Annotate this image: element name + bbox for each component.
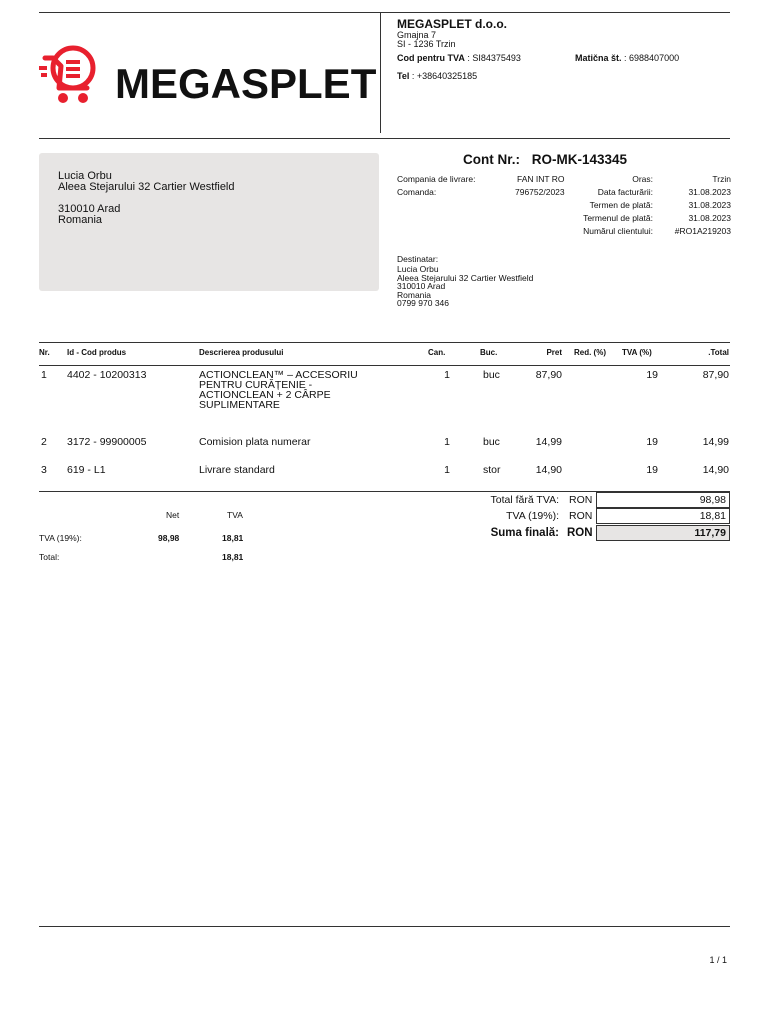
vat-summary-row-label: TVA (19%): bbox=[39, 533, 82, 543]
vat-summary-vat-header: TVA bbox=[227, 510, 243, 520]
col-qty-header: Can. bbox=[428, 348, 446, 357]
col-total-header: .Total bbox=[708, 348, 729, 357]
billing-address-box bbox=[39, 153, 379, 291]
recipient-phone: 0799 970 346 bbox=[397, 298, 449, 308]
vat-summary-net-header: Net bbox=[166, 510, 180, 520]
client-no: #RO1A219203 bbox=[674, 226, 731, 236]
payment-due: 31.08.2023 bbox=[688, 213, 731, 223]
recipient-city: 310010 Arad bbox=[397, 281, 446, 291]
billing-country: Romania bbox=[58, 214, 103, 226]
row-price: 87,90 bbox=[535, 369, 562, 381]
vat-total-label: TVA (19%): bbox=[506, 510, 559, 522]
row-desc-line: SUPLIMENTARE bbox=[199, 399, 280, 411]
vat-total-value: 18,81 bbox=[596, 508, 730, 524]
row-qty: 1 bbox=[444, 369, 450, 381]
net-total-value: 98,98 bbox=[596, 492, 730, 508]
company-city: SI - 1236 Trzin bbox=[397, 39, 456, 49]
logo-wordmark: MEGASPLET bbox=[115, 60, 377, 107]
company-logo bbox=[39, 36, 379, 114]
city-label: Oras: bbox=[632, 174, 653, 184]
header-rule bbox=[39, 138, 730, 139]
recipient-label: Destinatar: bbox=[397, 254, 439, 264]
col-price-header: Pret bbox=[546, 348, 562, 357]
col-code-header: Id - Cod produs bbox=[67, 348, 127, 357]
vat-label: Cod pentru TVA bbox=[397, 53, 465, 63]
billing-city: 310010 Arad bbox=[58, 203, 121, 215]
recipient-street: Aleea Stejarului 32 Cartier Westfield bbox=[397, 272, 534, 283]
billing-street: Aleea Stejarului 32 Cartier Westfield bbox=[58, 181, 235, 193]
company-vat bbox=[397, 53, 521, 64]
payment-due-label: Termenul de plată: bbox=[583, 213, 653, 223]
row-unit: buc bbox=[483, 436, 500, 448]
reg-label: Matična št. bbox=[575, 53, 622, 63]
row-qty: 1 bbox=[444, 464, 450, 476]
row-vat: 19 bbox=[646, 369, 658, 381]
invoice-title-label: Cont Nr.: bbox=[463, 152, 520, 167]
order-label: Comanda: bbox=[397, 187, 437, 197]
payment-term-label: Termen de plată: bbox=[589, 200, 653, 210]
row-code: 4402 - 10200313 bbox=[67, 369, 147, 381]
row-price: 14,90 bbox=[535, 464, 562, 476]
vat-value: : SI84375493 bbox=[467, 53, 521, 63]
payment-term: 31.08.2023 bbox=[688, 200, 731, 210]
row-total: 14,90 bbox=[702, 464, 729, 476]
company-name: MEGASPLET d.o.o. bbox=[397, 17, 507, 31]
row-qty: 1 bbox=[444, 436, 450, 448]
delivery-company: FAN INT RO bbox=[517, 174, 565, 184]
row-unit: buc bbox=[483, 369, 500, 381]
net-total-currency: RON bbox=[569, 494, 593, 506]
row-total: 87,90 bbox=[702, 369, 729, 381]
footer-rule bbox=[39, 926, 730, 927]
row-code: 3172 - 99900005 bbox=[67, 436, 147, 448]
final-total-label: Suma finală: bbox=[490, 527, 559, 539]
company-street: Gmajna 7 bbox=[397, 30, 437, 40]
tel-label: Tel bbox=[397, 71, 410, 81]
col-desc-header: Descrierea produsului bbox=[199, 348, 284, 357]
row-desc-line: PENTRU CURĂȚENIE - bbox=[199, 379, 313, 391]
final-total-currency: RON bbox=[567, 527, 593, 539]
col-unit-header: Buc. bbox=[480, 348, 498, 357]
row-nr: 3 bbox=[41, 464, 47, 476]
invoice-title bbox=[463, 152, 627, 167]
recipient-name: Lucia Orbu bbox=[397, 264, 439, 274]
row-desc-line: ACTIONCLEAN + 2 CÂRPE bbox=[199, 389, 331, 401]
table-header-rule bbox=[39, 365, 730, 366]
reg-value: : 6988407000 bbox=[624, 53, 680, 63]
row-desc-line: Comision plata numerar bbox=[199, 436, 311, 448]
vat-summary-row-vat: 18,81 bbox=[222, 533, 244, 543]
vat-summary-row-net: 98,98 bbox=[158, 533, 180, 543]
delivery-company-label: Compania de livrare: bbox=[397, 174, 476, 184]
tel-value: : +38640325185 bbox=[411, 71, 478, 81]
table-top-rule bbox=[39, 342, 730, 343]
client-no-label: Numărul clientului: bbox=[583, 226, 653, 236]
row-total: 14,99 bbox=[702, 436, 729, 448]
vat-total-currency: RON bbox=[569, 510, 593, 522]
row-nr: 2 bbox=[41, 436, 47, 448]
page-number: 1 / 1 bbox=[709, 955, 727, 965]
invoice-date: 31.08.2023 bbox=[688, 187, 731, 197]
net-total-label: Total fără TVA: bbox=[490, 494, 559, 506]
invoice-number: RO-MK-143345 bbox=[531, 152, 628, 167]
vat-summary-total-vat: 18,81 bbox=[222, 552, 244, 562]
row-price: 14,99 bbox=[535, 436, 562, 448]
row-vat: 19 bbox=[646, 464, 658, 476]
order-value: 796752/2023 bbox=[515, 187, 565, 197]
row-desc-line: ACTIONCLEAN™ – ACCESORIU bbox=[199, 369, 358, 381]
row-unit: stor bbox=[483, 464, 501, 476]
cart-logo-icon bbox=[39, 36, 379, 114]
vat-summary-total-label: Total: bbox=[39, 552, 60, 562]
company-tel bbox=[397, 71, 477, 82]
col-disc-header: Red. (%) bbox=[574, 348, 606, 357]
city-value: Trzin bbox=[712, 174, 731, 184]
row-vat: 19 bbox=[646, 436, 658, 448]
row-desc-line: Livrare standard bbox=[199, 464, 275, 476]
invoice-date-label: Data facturării: bbox=[597, 187, 653, 197]
row-code: 619 - L1 bbox=[67, 464, 106, 476]
company-reg bbox=[575, 53, 679, 64]
billing-name: Lucia Orbu bbox=[58, 170, 112, 182]
top-rule bbox=[39, 12, 730, 13]
col-nr-header: Nr. bbox=[39, 348, 50, 357]
recipient-country: Romania bbox=[397, 289, 432, 300]
header-divider bbox=[380, 13, 381, 133]
col-vat-header: TVA (%) bbox=[622, 348, 652, 357]
row-nr: 1 bbox=[41, 369, 47, 381]
final-total-value: 117,79 bbox=[596, 525, 730, 541]
